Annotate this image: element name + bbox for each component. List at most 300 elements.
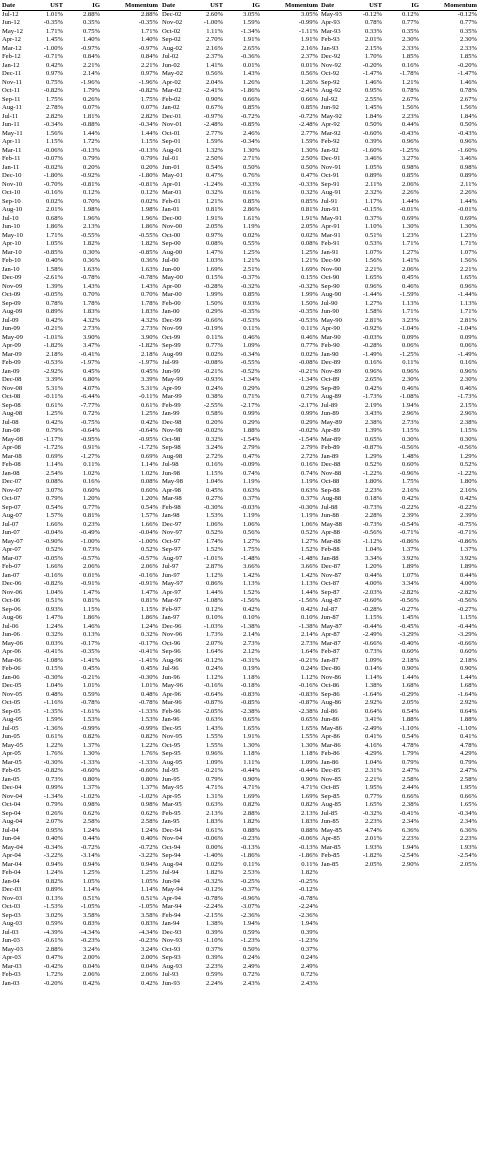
momentum-cell: -0.44% — [457, 622, 477, 630]
table-row — [162, 648, 318, 657]
date-cell: Jun-88 — [321, 512, 339, 519]
date-cell: Jan-86 — [321, 758, 339, 766]
date-cell: Jan-10 — [2, 265, 20, 273]
ig-cell: 0.60% — [401, 648, 419, 655]
ust-cell: -0.05% — [43, 554, 63, 562]
ig-cell: 2.21% — [82, 61, 100, 69]
momentum-cell: 0.52% — [459, 461, 477, 468]
ig-cell: 3.66% — [242, 563, 260, 570]
date-cell: Apr-01 — [162, 180, 181, 188]
ust-cell: 0.73% — [364, 648, 382, 655]
table-row — [2, 674, 158, 683]
date-cell: Mar-01 — [162, 189, 182, 196]
ust-cell: -0.30% — [203, 503, 223, 511]
momentum-cell: 1.06% — [300, 520, 318, 528]
ust-cell: 1.55% — [205, 733, 223, 740]
date-cell: Feb-02 — [162, 95, 181, 103]
ig-cell: -0.55% — [80, 231, 100, 239]
date-cell: Aug-96 — [162, 656, 183, 664]
date-cell: Nov-00 — [162, 223, 183, 230]
date-cell: Apr-98 — [162, 486, 181, 494]
ig-cell: 2.06% — [82, 563, 100, 570]
ig-cell: 1.02% — [82, 469, 100, 477]
ig-cell: -0.96% — [399, 469, 419, 477]
table-row — [2, 980, 158, 989]
table-row — [321, 759, 477, 768]
momentum-cell: 2.58% — [459, 775, 477, 783]
table-row — [321, 291, 477, 300]
ust-cell: -0.87% — [362, 444, 382, 451]
ig-cell: -3.14% — [80, 852, 100, 859]
momentum-cell: -0.41% — [138, 648, 158, 655]
table-row — [2, 640, 158, 649]
momentum-cell: 1.47% — [140, 588, 158, 596]
date-cell: Feb-07 — [2, 563, 21, 570]
ust-cell: 1.31% — [205, 792, 223, 800]
ig-cell: 0.19% — [242, 665, 260, 672]
date-cell: Sep-03 — [2, 911, 21, 919]
ig-cell: 1.15% — [82, 605, 100, 613]
ust-cell: -1.72% — [43, 444, 63, 451]
momentum-cell: -1.73% — [457, 393, 477, 400]
date-cell: Jan-85 — [321, 860, 339, 868]
ust-cell: -0.32% — [362, 809, 382, 817]
ig-cell: -0.34% — [240, 138, 260, 145]
date-cell: Jun-91 — [321, 206, 339, 213]
date-cell: Dec-97 — [162, 520, 182, 528]
ust-cell: -0.06% — [43, 146, 63, 154]
momentum-cell: 0.08% — [300, 240, 318, 247]
ust-cell: 1.58% — [364, 308, 382, 315]
momentum-cell: 1.25% — [300, 248, 318, 256]
date-cell: Nov-03 — [2, 894, 23, 902]
momentum-cell: -0.21% — [298, 367, 318, 375]
table-row — [2, 963, 158, 972]
date-cell: Jun-85 — [321, 818, 339, 825]
ust-cell: 1.15% — [364, 614, 382, 621]
table-row — [321, 368, 477, 377]
table-row — [2, 436, 158, 445]
date-cell: Mar-05 — [2, 758, 22, 766]
ig-cell: -2.38% — [240, 707, 260, 715]
ig-cell: 1.25% — [82, 869, 100, 876]
table-row — [2, 96, 158, 105]
momentum-cell: 1.18% — [300, 750, 318, 757]
ig-cell: 1.44% — [401, 197, 419, 205]
table-row — [2, 478, 158, 487]
ig-cell: 1.52% — [242, 588, 260, 596]
ig-cell: 1.42% — [242, 571, 260, 579]
ust-cell: -1.22% — [362, 469, 382, 477]
momentum-cell: 0.83% — [140, 920, 158, 927]
table-row — [321, 189, 477, 198]
momentum-cell: 1.19% — [300, 512, 318, 519]
ust-cell: -0.82% — [43, 87, 63, 94]
momentum-cell: 0.98% — [459, 163, 477, 171]
date-cell: Aug-93 — [162, 962, 183, 970]
ig-cell: 3.47% — [82, 342, 100, 349]
date-cell: Dec-03 — [2, 886, 22, 893]
momentum-cell: -0.78% — [138, 699, 158, 706]
date-cell: Feb-09 — [2, 359, 21, 366]
ig-cell: 0.29% — [242, 384, 260, 392]
ig-cell: 0.83% — [82, 920, 100, 927]
ig-cell: 0.51% — [82, 894, 100, 902]
column-header-date: Date — [2, 1, 16, 9]
momentum-cell: 0.24% — [300, 954, 318, 961]
ust-cell: 2.78% — [45, 104, 63, 111]
momentum-cell: 1.37% — [459, 546, 477, 553]
ig-cell: 1.71% — [401, 308, 419, 315]
momentum-cell: -2.41% — [298, 87, 318, 94]
column-header-momentum: Momentum — [444, 1, 477, 9]
table-row — [2, 240, 158, 249]
ig-cell: 2.14% — [242, 631, 260, 638]
ig-cell: 1.18% — [242, 673, 260, 681]
ig-cell: -0.22% — [399, 503, 419, 511]
momentum-cell: -0.27% — [457, 605, 477, 613]
date-cell: Aug-91 — [321, 189, 342, 196]
date-cell: Dec-89 — [321, 359, 341, 366]
table-row — [162, 385, 318, 394]
table-row — [321, 529, 477, 538]
ust-cell: 0.12% — [205, 605, 223, 613]
table-row — [2, 155, 158, 164]
ust-cell: 1.04% — [45, 588, 63, 596]
ig-cell: 2.88% — [242, 809, 260, 817]
ust-cell: -0.66% — [203, 316, 223, 324]
momentum-cell: 1.05% — [140, 877, 158, 885]
ust-cell: 0.32% — [45, 631, 63, 638]
date-cell: Jul-09 — [2, 316, 19, 324]
ust-cell: 1.55% — [205, 741, 223, 749]
momentum-cell: 2.92% — [459, 699, 477, 706]
ust-cell: 2.37% — [205, 53, 223, 60]
ust-cell: 1.93% — [364, 843, 382, 851]
table-row — [2, 351, 158, 360]
table-row — [162, 283, 318, 292]
momentum-cell: 0.78% — [459, 87, 477, 94]
momentum-cell: 0.32% — [140, 631, 158, 638]
ust-cell: 0.20% — [205, 418, 223, 426]
momentum-cell: 3.58% — [140, 911, 158, 919]
ig-cell: 0.71% — [242, 393, 260, 400]
momentum-cell: -0.53% — [298, 316, 318, 324]
date-cell: Jan-05 — [2, 775, 20, 783]
table-row — [321, 402, 477, 411]
date-cell: Jul-85 — [321, 809, 338, 817]
table-row — [2, 521, 158, 530]
date-cell: Oct-92 — [321, 70, 340, 77]
momentum-cell: -0.35% — [298, 308, 318, 315]
momentum-cell: 1.14% — [140, 461, 158, 468]
ig-cell: -0.78% — [80, 699, 100, 706]
date-cell: Feb-11 — [2, 155, 21, 162]
date-cell: Jul-98 — [162, 461, 179, 468]
ig-cell: -0.91% — [80, 580, 100, 587]
ust-cell: 0.29% — [205, 308, 223, 315]
date-cell: Feb-94 — [162, 911, 181, 919]
table-row — [2, 733, 158, 742]
table-row — [2, 427, 158, 436]
date-cell: Jan-07 — [2, 571, 20, 579]
ust-cell: 0.51% — [45, 597, 63, 604]
ig-cell: -0.09% — [240, 461, 260, 468]
ust-cell: 1.53% — [205, 512, 223, 519]
date-cell: Feb-91 — [321, 240, 340, 247]
table-row — [2, 487, 158, 496]
ust-cell: 1.04% — [205, 478, 223, 485]
ust-cell: 0.89% — [364, 172, 382, 179]
table-row — [321, 53, 477, 62]
table-row — [321, 453, 477, 462]
momentum-cell: 1.80% — [459, 478, 477, 485]
table-row — [2, 325, 158, 334]
ig-cell: 0.74% — [242, 469, 260, 477]
table-row — [162, 614, 318, 623]
table-row — [321, 198, 477, 207]
momentum-cell: 0.72% — [300, 971, 318, 978]
ig-cell: -0.40% — [399, 639, 419, 647]
date-cell: Aug-99 — [162, 350, 183, 358]
momentum-cell: -0.21% — [298, 656, 318, 664]
momentum-cell: 0.11% — [301, 860, 318, 868]
ust-cell: -1.08% — [43, 656, 63, 664]
ust-cell: 0.50% — [364, 121, 382, 128]
ust-cell: 1.11% — [206, 27, 223, 35]
momentum-cell: -0.17% — [138, 639, 158, 647]
date-cell: Jun-94 — [162, 877, 180, 885]
date-cell: May-01 — [162, 172, 183, 179]
ust-cell: -1.53% — [43, 903, 63, 910]
momentum-cell: -0.20% — [457, 61, 477, 69]
ust-cell: -1.64% — [362, 690, 382, 698]
table-row — [2, 317, 158, 326]
ig-cell: 0.85% — [401, 172, 419, 179]
table-row — [321, 725, 477, 734]
ust-cell: 0.56% — [205, 70, 223, 77]
momentum-cell: 2.30% — [459, 36, 477, 43]
momentum-cell: 0.37% — [300, 945, 318, 953]
table-row — [2, 45, 158, 54]
table-row — [321, 572, 477, 581]
momentum-cell: 1.25% — [140, 869, 158, 876]
momentum-cell: 1.13% — [459, 299, 477, 307]
ig-cell: 0.30% — [82, 248, 100, 256]
table-row — [162, 640, 318, 649]
ig-cell: 0.11% — [243, 325, 260, 332]
date-cell: Oct-01 — [162, 129, 181, 137]
date-cell: Jul-94 — [162, 869, 179, 876]
table-row — [162, 742, 318, 751]
ig-cell: 0.12% — [401, 10, 419, 18]
ig-cell: -2.54% — [399, 852, 419, 859]
momentum-cell: -1.33% — [138, 707, 158, 715]
table-row — [2, 716, 158, 725]
ust-cell: -0.64% — [203, 690, 223, 698]
table-row — [162, 529, 318, 538]
date-cell: May-06 — [2, 639, 23, 647]
momentum-cell: 0.16% — [300, 461, 318, 468]
table-header-row — [2, 1, 158, 11]
table-row — [2, 36, 158, 45]
ust-cell: 1.12% — [205, 571, 223, 579]
momentum-cell: 0.61% — [140, 401, 158, 409]
ust-cell: 0.58% — [205, 410, 223, 417]
ig-cell: 0.90% — [401, 665, 419, 672]
ust-cell: 0.26% — [45, 809, 63, 817]
table-row — [2, 283, 158, 292]
ig-cell: 1.41% — [401, 257, 419, 264]
momentum-cell: 1.91% — [300, 36, 318, 43]
ig-cell: 2.05% — [401, 699, 419, 706]
ust-cell: 1.71% — [45, 231, 63, 239]
date-cell: Dec-11 — [2, 70, 22, 77]
ig-cell: 1.89% — [401, 563, 419, 570]
table-row — [321, 215, 477, 224]
ig-cell: -1.00% — [80, 537, 100, 545]
table-row — [162, 623, 318, 632]
ust-cell: 1.27% — [364, 299, 382, 307]
date-cell: Jun-01 — [162, 163, 180, 171]
ig-cell: -0.35% — [240, 308, 260, 315]
ig-cell: 0.60% — [401, 461, 419, 468]
ust-cell: 0.39% — [364, 138, 382, 145]
date-cell: Sep-86 — [321, 690, 340, 698]
ust-cell: -0.21% — [203, 367, 223, 375]
ig-cell: 1.15% — [401, 427, 419, 434]
date-cell: Mar-98 — [162, 495, 182, 502]
ig-cell: -7.77% — [80, 401, 100, 409]
momentum-cell: -1.44% — [457, 291, 477, 298]
table-row — [162, 232, 318, 241]
table-row — [162, 189, 318, 198]
ust-cell: 1.24% — [45, 622, 63, 630]
momentum-cell: 0.84% — [140, 53, 158, 60]
ig-cell: -1.23% — [240, 937, 260, 944]
date-cell: Jun-10 — [2, 223, 20, 230]
table-row — [321, 325, 477, 334]
momentum-cell: 0.74% — [300, 469, 318, 477]
momentum-cell: 1.86% — [140, 614, 158, 621]
date-cell: Jul-91 — [321, 197, 338, 205]
table-row — [321, 767, 477, 776]
table-row — [162, 334, 318, 343]
ust-cell: 1.01% — [45, 10, 63, 18]
ust-cell: -1.60% — [362, 146, 382, 154]
date-cell: Mar-08 — [2, 452, 22, 460]
momentum-cell: 2.06% — [140, 563, 158, 570]
table-header-row — [162, 1, 318, 11]
ig-cell: -1.86% — [240, 87, 260, 94]
ig-cell: -0.01% — [399, 206, 419, 213]
date-cell: May-90 — [321, 316, 342, 324]
ig-cell: -0.41% — [80, 350, 100, 358]
date-cell: Aug-95 — [162, 758, 183, 766]
table-row — [2, 138, 158, 147]
ig-cell: 2.43% — [242, 979, 260, 987]
date-cell: May-08 — [2, 435, 23, 443]
momentum-cell: 0.35% — [459, 27, 477, 35]
date-cell: Apr-93 — [321, 19, 340, 26]
ig-cell: 0.11% — [243, 860, 260, 868]
table-row — [162, 19, 318, 28]
table-row — [2, 708, 158, 717]
ust-cell: 1.38% — [205, 920, 223, 927]
ig-cell: 0.44% — [82, 835, 100, 842]
ig-cell: -0.72% — [240, 112, 260, 120]
momentum-cell: 2.26% — [459, 189, 477, 196]
momentum-cell: -0.99% — [298, 19, 318, 26]
table-row — [2, 614, 158, 623]
ust-cell: -2.03% — [362, 588, 382, 596]
ig-cell: 2.51% — [242, 265, 260, 273]
momentum-cell: 1.29% — [459, 452, 477, 460]
table-row — [162, 274, 318, 283]
ig-cell: -0.37% — [240, 274, 260, 281]
date-cell: May-88 — [321, 520, 342, 528]
ust-cell: 1.65% — [364, 274, 382, 281]
table-row — [162, 410, 318, 419]
date-cell: Dec-87 — [321, 563, 341, 570]
date-cell: Jun-02 — [162, 61, 180, 69]
ust-cell: -4.39% — [43, 928, 63, 936]
momentum-cell: -0.16% — [298, 682, 318, 689]
ust-cell: -0.02% — [43, 163, 63, 171]
ust-cell: 2.24% — [205, 979, 223, 987]
ig-cell: -0.95% — [80, 435, 100, 443]
table-block-3 — [321, 1, 477, 869]
table-row — [162, 954, 318, 963]
date-cell: Oct-09 — [2, 291, 21, 298]
momentum-cell: -0.83% — [298, 690, 318, 698]
table-row — [162, 538, 318, 547]
table-row — [321, 113, 477, 122]
table-row — [321, 172, 477, 181]
table-row — [2, 453, 158, 462]
ig-cell: -0.13% — [240, 843, 260, 851]
ust-cell: -0.19% — [203, 325, 223, 332]
momentum-cell: 0.16% — [459, 359, 477, 366]
table-row — [162, 419, 318, 428]
ig-cell: -0.41% — [399, 809, 419, 817]
momentum-cell: -0.78% — [138, 274, 158, 281]
momentum-cell: 0.42% — [140, 418, 158, 426]
table-row — [162, 861, 318, 870]
ust-cell: 1.95% — [364, 784, 382, 791]
momentum-cell: 1.91% — [300, 214, 318, 222]
table-row — [321, 546, 477, 555]
momentum-cell: 0.60% — [140, 486, 158, 494]
table-row — [321, 249, 477, 258]
ig-cell: -0.43% — [399, 129, 419, 137]
date-cell: Mar-91 — [321, 231, 341, 239]
date-cell: Jan-02 — [162, 104, 180, 111]
momentum-cell: 2.38% — [459, 418, 477, 426]
ust-cell: 0.39% — [205, 954, 223, 961]
ig-cell: -0.56% — [399, 444, 419, 451]
ust-cell: 0.61% — [45, 733, 63, 740]
momentum-cell: -1.60% — [457, 146, 477, 154]
ust-cell: -0.34% — [43, 121, 63, 128]
date-cell: Dec-88 — [321, 461, 341, 468]
table-row — [162, 759, 318, 768]
ig-cell: 1.30% — [242, 146, 260, 154]
ig-cell: -0.27% — [399, 605, 419, 613]
momentum-cell: 1.44% — [459, 197, 477, 205]
ust-cell: 1.58% — [45, 265, 63, 273]
ig-cell: 0.06% — [401, 342, 419, 349]
